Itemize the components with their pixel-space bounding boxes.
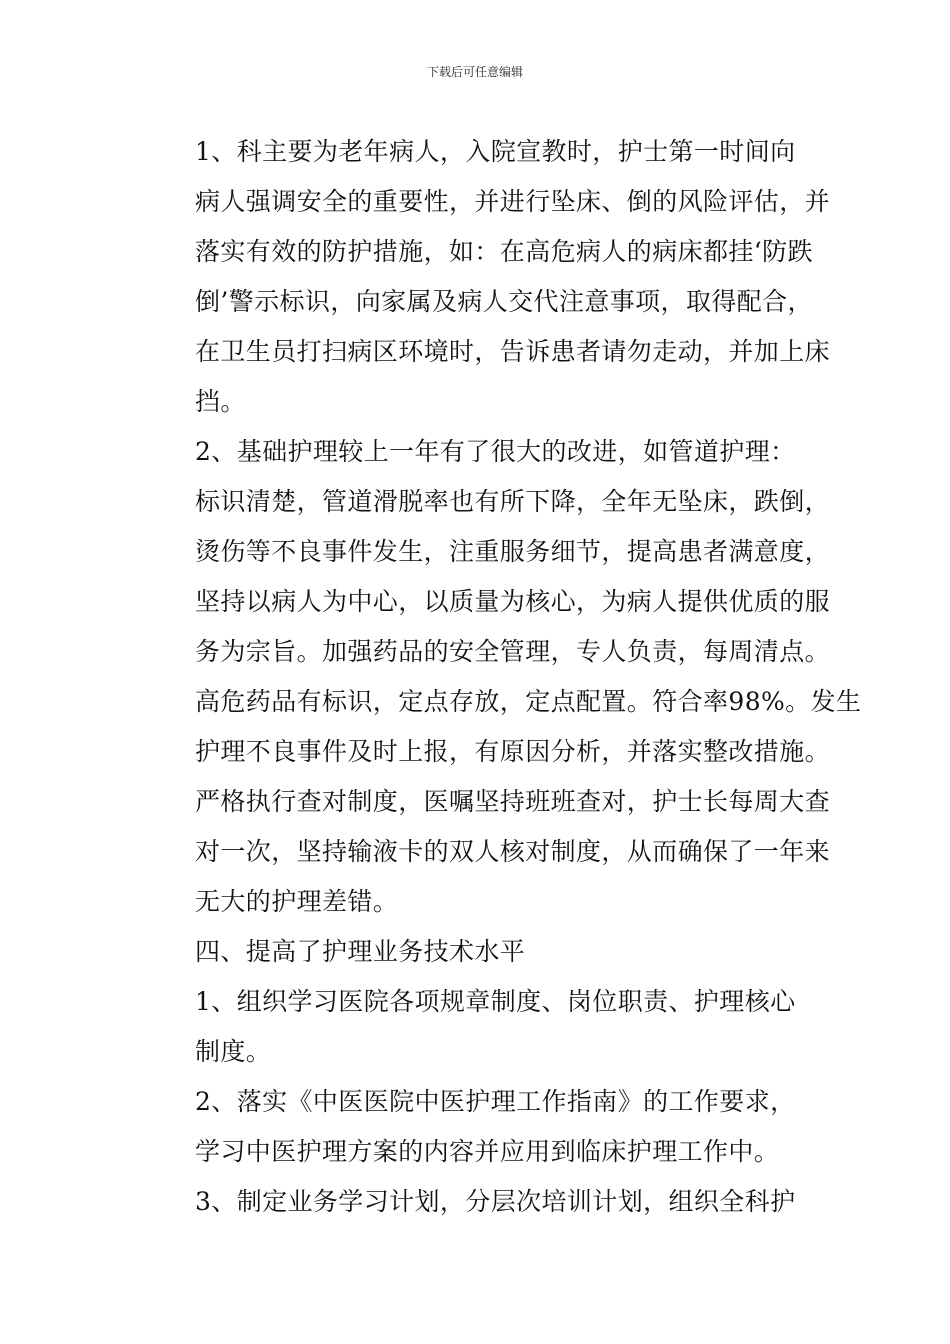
- paragraph-safety-education: [145, 127, 831, 427]
- text-line: 2、落实《中医医院中医护理工作指南》的工作要求，: [195, 1087, 796, 1116]
- paragraph-tcm-guideline: [145, 1077, 807, 1177]
- text-line: 制度。: [195, 1037, 272, 1066]
- paragraph-training-plan: [145, 1177, 807, 1227]
- text-line: 在卫生员打扫病区环境时，告诉患者请勿走动，并加上床: [195, 337, 831, 366]
- text-line: 四、提高了护理业务技术水平: [195, 937, 526, 966]
- document-body: [145, 127, 862, 1227]
- text-line: 烫伤等不良事件发生，注重服务细节，提高患者满意度，: [195, 537, 831, 566]
- text-line: 学习中医护理方案的内容并应用到临床护理工作中。: [195, 1137, 780, 1166]
- text-line: 高危药品有标识，定点存放，定点配置。符合率98%。发生: [195, 687, 862, 716]
- section-heading: [145, 927, 807, 977]
- text-line: 务为宗旨。加强药品的安全管理，专人负责，每周清点。: [195, 637, 831, 666]
- paragraph-basic-nursing: [145, 427, 862, 927]
- text-line: 挡。: [195, 387, 246, 416]
- text-line: 1、组织学习医院各项规章制度、岗位职责、护理核心: [195, 987, 796, 1016]
- text-line: 2、基础护理较上一年有了很大的改进，如管道护理：: [195, 437, 796, 466]
- text-line: 落实有效的防护措施，如：在高危病人的病床都挂‘防跌: [195, 237, 813, 266]
- text-line: 坚持以病人为中心，以质量为核心，为病人提供优质的服: [195, 587, 831, 616]
- paragraph-rules-study: [145, 977, 807, 1077]
- text-line: 1、科主要为老年病人，入院宣教时，护士第一时间向: [195, 137, 796, 166]
- text-line: 倒’警示标识，向家属及病人交代注意事项，取得配合，: [195, 287, 813, 316]
- page-header: 下载后可任意编辑: [426, 65, 523, 79]
- text-line: 对一次，坚持输液卡的双人核对制度，从而确保了一年来: [195, 837, 831, 866]
- text-line: 无大的护理差错。: [195, 887, 399, 916]
- text-line: 护理不良事件及时上报，有原因分析，并落实整改措施。: [195, 737, 831, 766]
- text-line: 病人强调安全的重要性，并进行坠床、倒的风险评估，并: [195, 187, 831, 216]
- text-line: 严格执行查对制度，医嘱坚持班班查对，护士长每周大查: [195, 787, 831, 816]
- text-line: 3、制定业务学习计划，分层次培训计划，组织全科护: [195, 1187, 796, 1216]
- text-line: 标识清楚，管道滑脱率也有所下降，全年无坠床，跌倒，: [195, 487, 831, 516]
